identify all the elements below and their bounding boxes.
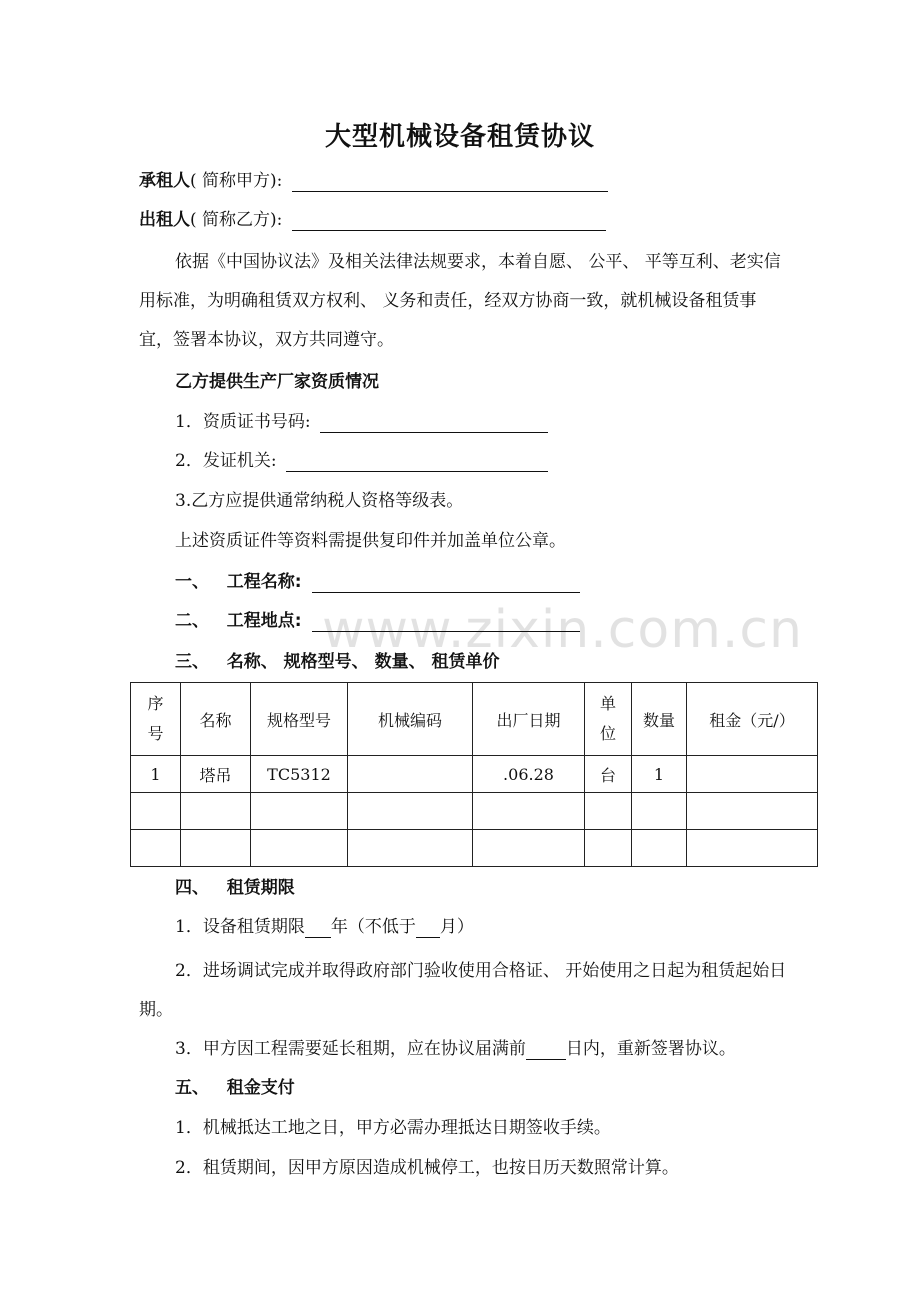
section-1-number: 一、 — [175, 572, 209, 592]
qualification-item-3: 3.乙方应提供通常纳税人资格等级表。 — [175, 491, 464, 511]
header-cell: 序号 — [131, 683, 181, 756]
project-location-blank[interactable] — [312, 613, 580, 632]
table-cell[interactable] — [348, 830, 473, 867]
header-cell: 出厂日期 — [473, 683, 585, 756]
table-cell[interactable] — [251, 830, 348, 867]
section-2-label: 工程地点: — [226, 611, 302, 631]
issuing-authority-blank[interactable] — [286, 453, 548, 472]
section-4-item-2: 2．进场调试完成并取得政府部门验收使用合格证、 开始使用之日起为租赁起始日期。 — [139, 961, 787, 1020]
table-cell[interactable] — [131, 830, 181, 867]
section-3-number: 三、 — [175, 652, 209, 672]
section-1 — [175, 571, 580, 593]
party-b-note: ( 简称乙方): — [190, 210, 283, 230]
lease-years-blank[interactable] — [305, 919, 331, 938]
party-a-blank[interactable] — [292, 173, 608, 192]
lease-months-blank[interactable] — [416, 919, 440, 938]
table-cell[interactable] — [632, 793, 687, 830]
table-cell[interactable]: TC5312 — [251, 756, 348, 793]
section-4 — [175, 877, 295, 899]
party-b-blank[interactable] — [292, 212, 606, 231]
section-5 — [175, 1077, 295, 1099]
party-a-label: 承租人 — [139, 171, 190, 191]
section-4-label: 租赁期限 — [226, 878, 295, 898]
project-name-blank[interactable] — [312, 574, 580, 593]
certificate-number-blank[interactable] — [320, 414, 548, 433]
table-cell[interactable] — [473, 830, 585, 867]
qualification-item-2-label: 2．发证机关: — [175, 451, 277, 471]
lease-term-text: 1．设备租赁期限 — [175, 917, 305, 937]
table-cell[interactable] — [585, 793, 632, 830]
section-5-item-1: 1．机械抵达工地之日，甲方必需办理抵达日期签收手续。 — [175, 1118, 611, 1138]
table-row — [131, 793, 818, 830]
table-cell[interactable]: 台 — [585, 756, 632, 793]
table-cell[interactable]: 塔吊 — [181, 756, 251, 793]
document-title: 大型机械设备租赁协议 — [324, 122, 595, 152]
equipment-table — [130, 682, 818, 867]
table-cell[interactable] — [348, 793, 473, 830]
table-cell[interactable]: 1 — [632, 756, 687, 793]
table-cell[interactable] — [348, 756, 473, 793]
party-b-label: 出租人 — [139, 210, 190, 230]
qualification-heading: 乙方提供生产厂家资质情况 — [175, 372, 379, 392]
party-b-line — [139, 209, 606, 231]
section-2 — [175, 610, 580, 632]
qualification-note: 上述资质证件等资料需提供复印件并加盖单位公章。 — [175, 531, 566, 551]
section-4-item-1 — [175, 916, 474, 938]
lease-term-text-3: 月） — [439, 917, 474, 937]
table-cell[interactable]: 1 — [131, 756, 181, 793]
section-5-number: 五、 — [175, 1078, 209, 1098]
section-4-item-3 — [175, 1038, 736, 1060]
table-header-row — [131, 683, 818, 756]
lease-term-text-2: 年（不低于 — [330, 917, 416, 937]
table-cell[interactable] — [251, 793, 348, 830]
table-cell[interactable] — [181, 793, 251, 830]
table-cell[interactable]: .06.28 — [473, 756, 585, 793]
section-5-label: 租金支付 — [226, 1078, 295, 1098]
header-cell: 租金（元/） — [687, 683, 818, 756]
header-cell: 单位 — [585, 683, 632, 756]
extension-text: 3．甲方因工程需要延长租期，应在协议届满前 — [175, 1039, 526, 1059]
header-cell: 数量 — [632, 683, 687, 756]
qualification-item-2 — [175, 450, 548, 472]
section-5-item-2: 2．租赁期间，因甲方原因造成机械停工，也按日历天数照常计算。 — [175, 1158, 679, 1178]
table-cell[interactable] — [131, 793, 181, 830]
table-row — [131, 830, 818, 867]
section-3-label: 名称、 规格型号、 数量、 租赁单价 — [226, 652, 500, 672]
table-cell[interactable] — [632, 830, 687, 867]
qualification-item-1-label: 1．资质证书号码: — [175, 412, 311, 432]
table-cell[interactable] — [687, 830, 818, 867]
table-cell[interactable] — [585, 830, 632, 867]
watermark-text: www.zixin.com.cn — [322, 600, 803, 660]
table-cell[interactable] — [687, 756, 818, 793]
qualification-item-1 — [175, 411, 548, 433]
party-a-note: ( 简称甲方): — [190, 171, 283, 191]
party-a-line — [139, 170, 608, 192]
section-1-label: 工程名称: — [226, 572, 302, 592]
extension-days-blank[interactable] — [526, 1041, 566, 1060]
header-cell: 名称 — [181, 683, 251, 756]
table-cell[interactable] — [181, 830, 251, 867]
header-cell: 机械编码 — [348, 683, 473, 756]
table-cell[interactable] — [687, 793, 818, 830]
section-4-number: 四、 — [175, 878, 209, 898]
header-cell: 规格型号 — [251, 683, 348, 756]
intro-paragraph: 依据《中国协议法》及相关法律法规要求，本着自愿、 公平、 平等互利、老实信用标准，为明确租赁双方权利、 义务和责任，经双方协商一致，就机械设备租赁事宜，签署本协议，双方共同遵守。 — [139, 252, 781, 350]
section-3 — [175, 651, 500, 673]
extension-text-2: 日内，重新签署协议。 — [565, 1039, 736, 1059]
table-row — [131, 756, 818, 793]
table-cell[interactable] — [473, 793, 585, 830]
section-2-number: 二、 — [175, 611, 209, 631]
